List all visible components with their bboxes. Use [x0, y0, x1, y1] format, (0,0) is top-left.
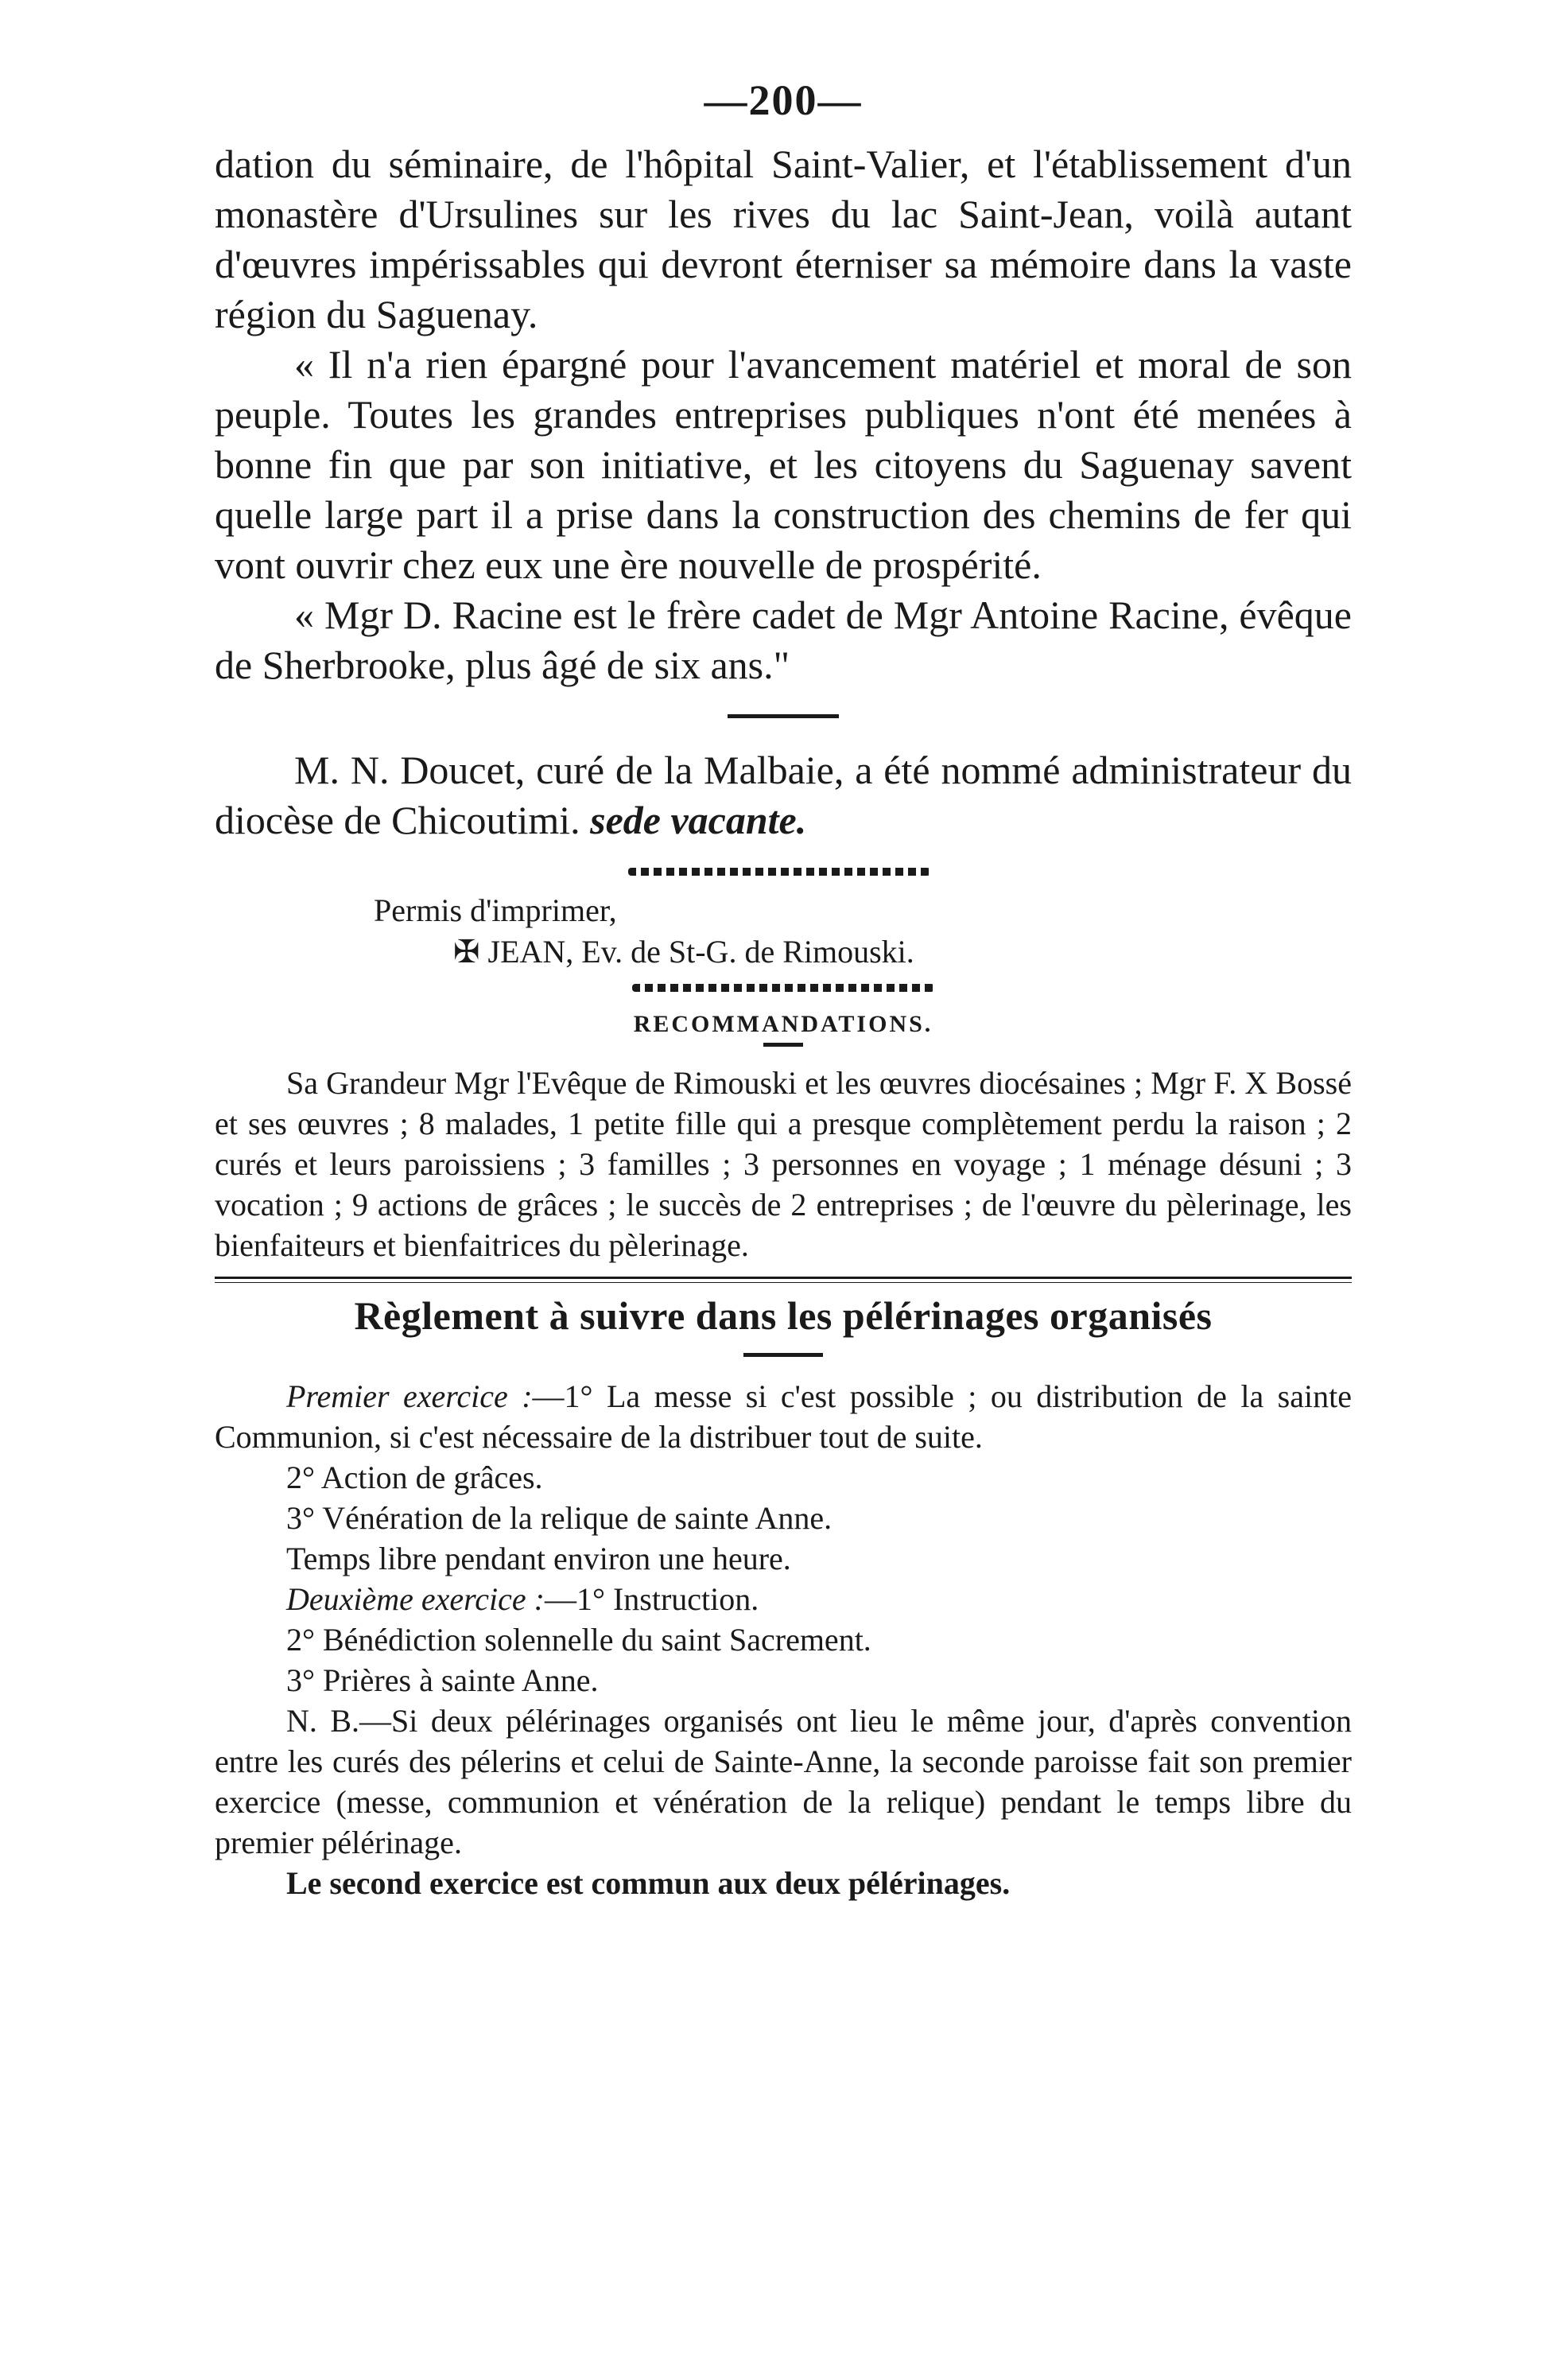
ornamental-rule-bottom — [632, 984, 934, 992]
exercise-1 — [215, 1376, 1352, 1457]
exercise-2-step-3: 3° Prières à sainte Anne. — [286, 1662, 599, 1698]
doucet-text: M. N. Doucet, curé de la Malbaie, a été nommé administrateur du diocèse de Chicoutimi. — [215, 748, 1352, 842]
last-line: Le second exercice est commun aux deux pélérinages. — [286, 1865, 1011, 1901]
section-divider — [728, 714, 839, 718]
exercise-2-label: Deuxième exercice : — [286, 1581, 545, 1617]
exercise-1-step-3: 3° Vénération de la relique de sainte Anne. — [286, 1500, 833, 1536]
page — [215, 76, 1352, 1903]
paragraph-racine: « Mgr D. Racine est le frère cadet de Mgr Antoine Racine, évêque de Sherbrooke, plus âgé de six ans." — [215, 593, 1352, 687]
exercise-1-label: Premier exercice : — [286, 1378, 533, 1414]
paragraph-seminaire: dation du séminaire, de l'hôpital Saint-Valier, et l'établissement d'un monastère d'Ursulines sur les rives du lac Saint-Jean, voilà autant d'œuvres impérissables qui devront éterniser sa mémoire dans la vaste région du Saguenay. — [215, 142, 1352, 336]
recommandations-divider — [763, 1043, 803, 1047]
paragraph-doucet — [215, 745, 1352, 845]
ornamental-rule-top — [628, 868, 930, 876]
paragraph-avancement: « Il n'a rien épargné pour l'avancement matériel et moral de son peuple. Toutes les grandes entreprises publiques n'ont été menées à bonne fin que par son initiative, et les citoyens du Saguenay savent quelle large part il a prise dans la construction des chemins de fer qui vont ouvrir chez eux une ère nouvelle de prospérité. — [215, 342, 1352, 587]
sede-vacante: sede vacante. — [590, 798, 807, 842]
reglement-divider — [743, 1353, 823, 1357]
permis-signature: ✠ JEAN, Ev. de St-G. de Rimouski. — [453, 934, 914, 970]
exercise-2-text: —1° Instruction. — [544, 1581, 759, 1617]
exercise-1-text: —1° La messe si c'est possible ; ou distribution de la sainte Communion, si c'est nécessaire de la distribuer tout de suite. — [215, 1378, 1352, 1455]
recommandations-text: Sa Grandeur Mgr l'Evêque de Rimouski et les œuvres diocésaines ; Mgr F. X Bossé et ses œuvres ; 8 malades, 1 petite fille qui a presque complètement perdu la raison ; 2 curés et leurs paroissiens ; 3 familles ; 3 personnes en voyage ; 1 ménage désuni ; 3 vocation ; 9 actions de grâces ; le succès de 2 entreprises ; de l'œuvre du pèlerinage, les bienfaiteurs et bienfaitrices du pèlerinage. — [215, 1065, 1352, 1263]
reglement-title: Règlement à suivre dans les pélérinages organisés — [354, 1293, 1213, 1338]
page-number: —200— — [704, 76, 863, 124]
recommandations-title: RECOMMANDATIONS. — [633, 1011, 933, 1037]
temps-libre: Temps libre pendant environ une heure. — [286, 1541, 791, 1576]
exercise-2-step-2: 2° Bénédiction solennelle du saint Sacrement. — [286, 1622, 871, 1658]
permis-imprimer: Permis d'imprimer, — [374, 892, 617, 928]
exercise-2 — [215, 1579, 1352, 1619]
double-rule — [215, 1277, 1352, 1283]
nota-bene: N. B.—Si deux pélérinages organisés ont lieu le même jour, d'après convention entre les curés des pélerins et celui de Sainte-Anne, la seconde paroisse fait son premier exercice (messe, communion et vénération de la relique) pendant le temps libre du premier pélérinage. — [215, 1703, 1352, 1860]
exercise-1-step-2: 2° Action de grâces. — [286, 1460, 543, 1495]
